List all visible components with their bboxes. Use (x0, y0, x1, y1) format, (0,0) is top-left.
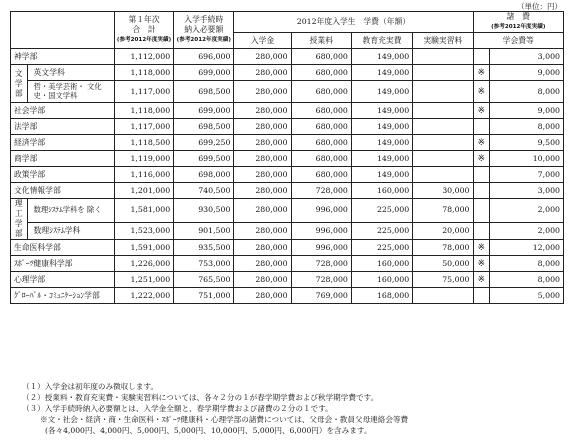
edu-cell: 225,000 (351, 240, 412, 256)
entry-cell: 765,500 (174, 272, 234, 288)
tuition-cell: 680,000 (291, 135, 351, 151)
dept-name: 法学部 (11, 119, 115, 135)
lab-cell: 20,000 (413, 222, 473, 239)
table-row (11, 240, 564, 256)
header-entry (174, 12, 234, 49)
table-row (11, 103, 564, 119)
tuition-cell: 996,000 (291, 240, 351, 256)
tuition-cell: 680,000 (291, 49, 351, 65)
note-5: (各々4,000円、4,000円、5,000円、5,000円、10,000円、5,000円、6,000円）を含みます。 (45, 426, 372, 435)
edu-cell: 149,000 (351, 151, 412, 167)
dept-name: 心理学部 (11, 272, 115, 288)
dept-name: 商学部 (11, 151, 115, 167)
edu-cell: 149,000 (351, 167, 412, 183)
entry-cell: 935,500 (174, 240, 234, 256)
misc-cell: 8,000 (490, 256, 564, 272)
dept-name: 数理ｼｽﾃﾑ学科 (27, 222, 114, 239)
note-4: ※文・社会・経済・商・生命医科・ｽﾎﾟｰﾂ健康科・心理学部の諸費については、父母会・教員父母連絡会等費 (40, 415, 409, 424)
total-cell: 1,222,000 (114, 288, 173, 304)
tuition-cell: 680,000 (291, 167, 351, 183)
misc-cell: 2,000 (490, 199, 564, 223)
dept-name: 哲・美学芸術・ 文化史・国文学科 (27, 81, 114, 103)
note-mark-cell: ※ (473, 81, 490, 103)
admission-cell: 280,000 (234, 81, 291, 103)
total-cell: 1,117,000 (114, 81, 173, 103)
entry-cell: 699,500 (174, 151, 234, 167)
edu-cell: 149,000 (351, 119, 412, 135)
total-cell: 1,251,000 (114, 272, 173, 288)
header-total-ref: (参考2012年度実績) (116, 37, 172, 43)
tuition-cell: 680,000 (291, 119, 351, 135)
note-3: （３）入学手続時納入必要額とは、入学金全額と、春学期学費および諸費の２分の１です。 (22, 404, 333, 413)
tuition-cell: 680,000 (291, 81, 351, 103)
note-mark-cell: ※ (473, 256, 490, 272)
entry-cell: 930,500 (174, 199, 234, 223)
total-cell: 1,523,000 (114, 222, 173, 239)
tuition-cell: 680,000 (291, 151, 351, 167)
admission-cell: 280,000 (234, 288, 291, 304)
entry-cell: 753,000 (174, 256, 234, 272)
header-admission: 入学金 (234, 33, 291, 49)
edu-cell: 160,000 (351, 183, 412, 199)
entry-cell: 698,500 (174, 119, 234, 135)
entry-cell: 901,500 (174, 222, 234, 239)
fee-table-body (11, 49, 564, 304)
dept-name: 経済学部 (11, 135, 115, 151)
header-lab: 実験実習料 (413, 33, 473, 49)
faculty-label-science: 理 工 学 部 (11, 199, 28, 240)
misc-cell: 12,000 (490, 240, 564, 256)
table-row (11, 81, 564, 103)
note-mark-cell: ※ (473, 135, 490, 151)
edu-cell: 149,000 (351, 65, 412, 81)
lab-cell (413, 151, 473, 167)
tuition-cell: 769,000 (291, 288, 351, 304)
edu-cell: 149,000 (351, 135, 412, 151)
misc-cell: 7,000 (490, 167, 564, 183)
misc-cell: 8,000 (490, 119, 564, 135)
note-mark-cell (473, 183, 490, 199)
table-row (11, 65, 564, 81)
total-cell: 1,118,000 (114, 103, 173, 119)
entry-cell: 751,000 (174, 288, 234, 304)
header-entry-line2: 納入必要額 (184, 25, 224, 34)
table-row (11, 272, 564, 288)
table-row (11, 288, 564, 304)
header-row-1 (11, 12, 564, 33)
unit-label: （単位：円） (517, 2, 562, 11)
edu-cell: 225,000 (351, 199, 412, 223)
lab-cell: 50,000 (413, 256, 473, 272)
table-row (11, 119, 564, 135)
note-mark-cell (473, 49, 490, 65)
header-total-line1: 第１年次 (128, 15, 160, 24)
dept-name: 文化情報学部 (11, 183, 115, 199)
total-cell: 1,118,500 (114, 135, 173, 151)
dept-name: 政策学部 (11, 167, 115, 183)
faculty-label-letters: 文 学 部 (11, 65, 28, 103)
admission-cell: 280,000 (234, 222, 291, 239)
edu-cell: 149,000 (351, 49, 412, 65)
tuition-cell: 728,000 (291, 256, 351, 272)
total-cell: 1,118,000 (114, 65, 173, 81)
admission-cell: 280,000 (234, 103, 291, 119)
admission-cell: 280,000 (234, 135, 291, 151)
header-misc-sub: 学会費等 (473, 33, 564, 49)
note-mark-cell (473, 288, 490, 304)
lab-cell (413, 65, 473, 81)
entry-cell: 699,000 (174, 103, 234, 119)
misc-cell: 9,000 (490, 103, 564, 119)
note-mark-cell (473, 199, 490, 223)
tuition-cell: 728,000 (291, 272, 351, 288)
misc-cell: 9,000 (490, 65, 564, 81)
admission-cell: 280,000 (234, 183, 291, 199)
table-row (11, 135, 564, 151)
lab-cell (413, 81, 473, 103)
admission-cell: 280,000 (234, 151, 291, 167)
tuition-cell: 996,000 (291, 222, 351, 239)
total-cell: 1,591,000 (114, 240, 173, 256)
lab-cell (413, 135, 473, 151)
header-total (114, 12, 173, 49)
header-entry-ref: (参考2012年度実績) (176, 37, 231, 43)
misc-cell: 2,000 (490, 222, 564, 239)
dept-name: ｸﾞﾛｰﾊﾞﾙ・ｺﾐｭﾆｹｰｼｮﾝ学部 (11, 288, 115, 304)
dept-name: 神学部 (11, 49, 115, 65)
lab-cell (413, 119, 473, 135)
table-row (11, 256, 564, 272)
admission-cell: 280,000 (234, 119, 291, 135)
admission-cell: 280,000 (234, 272, 291, 288)
lab-cell: 75,000 (413, 272, 473, 288)
header-fees-group: 2012年度入学生 学費（年額） (234, 12, 473, 33)
total-cell: 1,112,000 (114, 49, 173, 65)
table-row (11, 167, 564, 183)
entry-cell: 699,000 (174, 65, 234, 81)
misc-cell: 8,000 (490, 272, 564, 288)
header-tuition: 授業料 (291, 33, 351, 49)
edu-cell: 160,000 (351, 256, 412, 272)
note-mark-cell: ※ (473, 151, 490, 167)
table-row (11, 151, 564, 167)
header-misc-ref: (参考2012年度実績) (491, 24, 546, 30)
lab-cell (413, 49, 473, 65)
misc-cell: 5,000 (490, 288, 564, 304)
total-cell: 1,119,000 (114, 151, 173, 167)
admission-cell: 280,000 (234, 167, 291, 183)
lab-cell: 78,000 (413, 240, 473, 256)
admission-cell: 280,000 (234, 65, 291, 81)
lab-cell (413, 288, 473, 304)
table-row (11, 183, 564, 199)
tuition-cell: 680,000 (291, 65, 351, 81)
dept-name: 英文学科 (27, 65, 114, 81)
edu-cell: 168,000 (351, 288, 412, 304)
tuition-cell: 728,000 (291, 183, 351, 199)
tuition-cell: 680,000 (291, 103, 351, 119)
note-mark-cell (473, 167, 490, 183)
lab-cell (413, 167, 473, 183)
entry-cell: 699,250 (174, 135, 234, 151)
entry-cell: 696,000 (174, 49, 234, 65)
header-misc-group (473, 12, 564, 33)
note-mark-cell (473, 119, 490, 135)
misc-cell: 3,000 (490, 183, 564, 199)
notes (22, 381, 408, 436)
admission-cell: 280,000 (234, 240, 291, 256)
header-edu: 教育充実費 (351, 33, 412, 49)
table-row (11, 222, 564, 239)
note-mark-cell (473, 222, 490, 239)
edu-cell: 225,000 (351, 222, 412, 239)
misc-cell: 8,000 (490, 81, 564, 103)
header-total-line2: 合 計 (132, 25, 156, 34)
edu-cell: 160,000 (351, 272, 412, 288)
edu-cell: 149,000 (351, 81, 412, 103)
dept-name: 生命医科学部 (11, 240, 115, 256)
note-1: （１）入学金は初年度のみ徴収します。 (22, 382, 159, 391)
header-entry-line1: 入学手続時 (184, 15, 224, 24)
admission-cell: 280,000 (234, 199, 291, 223)
note-mark-cell: ※ (473, 65, 490, 81)
lab-cell: 78,000 (413, 199, 473, 223)
entry-cell: 698,500 (174, 81, 234, 103)
total-cell: 1,117,000 (114, 119, 173, 135)
admission-cell: 280,000 (234, 49, 291, 65)
total-cell: 1,581,000 (114, 199, 173, 223)
lab-cell: 30,000 (413, 183, 473, 199)
header-dept (11, 12, 115, 49)
note-mark-cell: ※ (473, 103, 490, 119)
total-cell: 1,116,000 (114, 167, 173, 183)
admission-cell: 280,000 (234, 256, 291, 272)
total-cell: 1,201,000 (114, 183, 173, 199)
lab-cell (413, 103, 473, 119)
note-2: （２）授業料・教育充実費・実験実習料については、各々２分の１が春学期学費および秋学期学費です。 (22, 393, 379, 402)
edu-cell: 149,000 (351, 103, 412, 119)
entry-cell: 740,500 (174, 183, 234, 199)
fee-table (10, 11, 564, 304)
misc-cell: 3,000 (490, 49, 564, 65)
header-misc-title: 諸 費 (506, 12, 530, 21)
entry-cell: 698,000 (174, 167, 234, 183)
note-mark-cell: ※ (473, 272, 490, 288)
misc-cell: 9,500 (490, 135, 564, 151)
dept-name: 社会学部 (11, 103, 115, 119)
table-row (11, 49, 564, 65)
tuition-cell: 996,000 (291, 199, 351, 223)
dept-name: 数理ｼｽﾃﾑ学科を 除く (27, 199, 114, 223)
table-row (11, 199, 564, 223)
dept-name: ｽﾎﾟｰﾂ健康科学部 (11, 256, 115, 272)
note-mark-cell: ※ (473, 240, 490, 256)
total-cell: 1,226,000 (114, 256, 173, 272)
misc-cell: 10,000 (490, 151, 564, 167)
